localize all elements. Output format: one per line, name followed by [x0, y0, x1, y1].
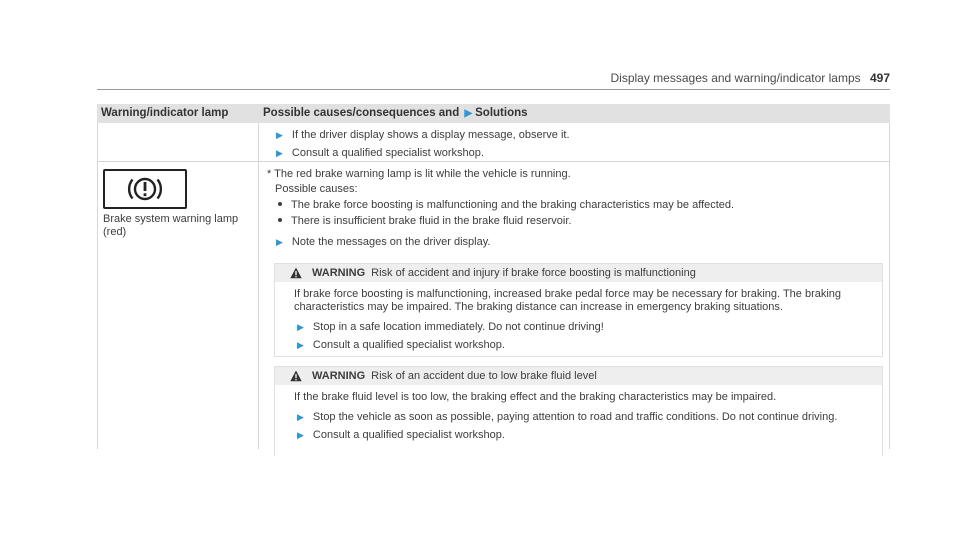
step-item: ▶ Consult a qualified specialist workshop.	[297, 339, 505, 351]
warning-label: WARNING	[312, 370, 366, 382]
step-item: ▶ Consult a qualified specialist workshop.	[276, 147, 484, 159]
table-border-right	[889, 123, 890, 449]
header-rule	[97, 89, 890, 90]
warning-header	[275, 264, 882, 282]
column-header-lamp: Warning/indicator lamp	[101, 107, 229, 119]
warning-triangle-icon	[290, 370, 302, 382]
arrow-right-icon: ▶	[297, 412, 304, 422]
cause-item: The brake force boosting is malfunctioning and the braking characteristics may be affected.	[278, 199, 734, 211]
page-header	[611, 71, 891, 85]
causes-label: Possible causes:	[275, 183, 358, 195]
step-item: ▶ If the driver display shows a display message, observe it.	[276, 129, 570, 141]
column-header-solutions: Solutions	[475, 107, 528, 119]
warning-body: If the brake fluid level is too low, the braking effect and the braking characteristics may be impaired.	[294, 391, 777, 403]
section-title: Display messages and warning/indicator lamps	[610, 71, 861, 85]
arrow-right-icon: ▶	[464, 108, 473, 119]
warning-title: WARNING Risk of accident and injury if brake force boosting is malfunctioning	[312, 267, 696, 279]
arrow-right-icon: ▶	[297, 322, 304, 332]
column-header-causes-text: Possible causes/consequences and	[263, 107, 460, 119]
cause-item: There is insufficient brake fluid in the brake fluid reservoir.	[278, 215, 571, 227]
step-item: ▶ Consult a qualified specialist workshop.	[297, 429, 505, 441]
row-divider	[97, 161, 890, 162]
arrow-right-icon: ▶	[297, 340, 304, 350]
warning-triangle-icon	[290, 267, 302, 279]
brake-warning-lamp-icon	[103, 169, 187, 209]
arrow-right-icon: ▶	[276, 130, 283, 140]
warning-lamp-table	[97, 104, 890, 449]
warning-label: WARNING	[312, 267, 366, 279]
bullet-icon	[278, 202, 282, 206]
warning-header	[275, 367, 882, 385]
column-header-causes	[263, 107, 528, 119]
step-item: ▶ Note the messages on the driver display.	[276, 236, 491, 248]
lamp-name: Brake system warning lamp	[103, 213, 239, 225]
lamp-caption	[103, 213, 253, 239]
warning-box-brake-fluid	[274, 366, 883, 456]
table-header	[97, 104, 890, 123]
page-number: 497	[869, 71, 890, 85]
warning-title: WARNING Risk of an accident due to low brake fluid level	[312, 370, 597, 382]
arrow-right-icon: ▶	[297, 430, 304, 440]
bullet-icon	[278, 218, 282, 222]
lamp-color-note: (red)	[103, 226, 127, 238]
arrow-right-icon: ▶	[276, 148, 283, 158]
step-item: ▶ Stop the vehicle as soon as possible, paying attention to road and traffic conditions. Do not continue driving.	[297, 411, 838, 423]
table-border-left	[97, 123, 98, 449]
arrow-right-icon: ▶	[276, 237, 283, 247]
warning-box-brake-boost	[274, 263, 883, 357]
warning-body: If brake force boosting is malfunctioning, increased brake pedal force may be necessary for braking. The braking characteristics may be impaired. The braking distance can increase in emergency braking situations.	[294, 288, 842, 313]
step-item: ▶ Stop in a safe location immediately. Do not continue driving!	[297, 321, 604, 333]
brake-intro: * The red brake warning lamp is lit while the vehicle is running.	[267, 168, 571, 180]
column-divider	[258, 123, 259, 449]
